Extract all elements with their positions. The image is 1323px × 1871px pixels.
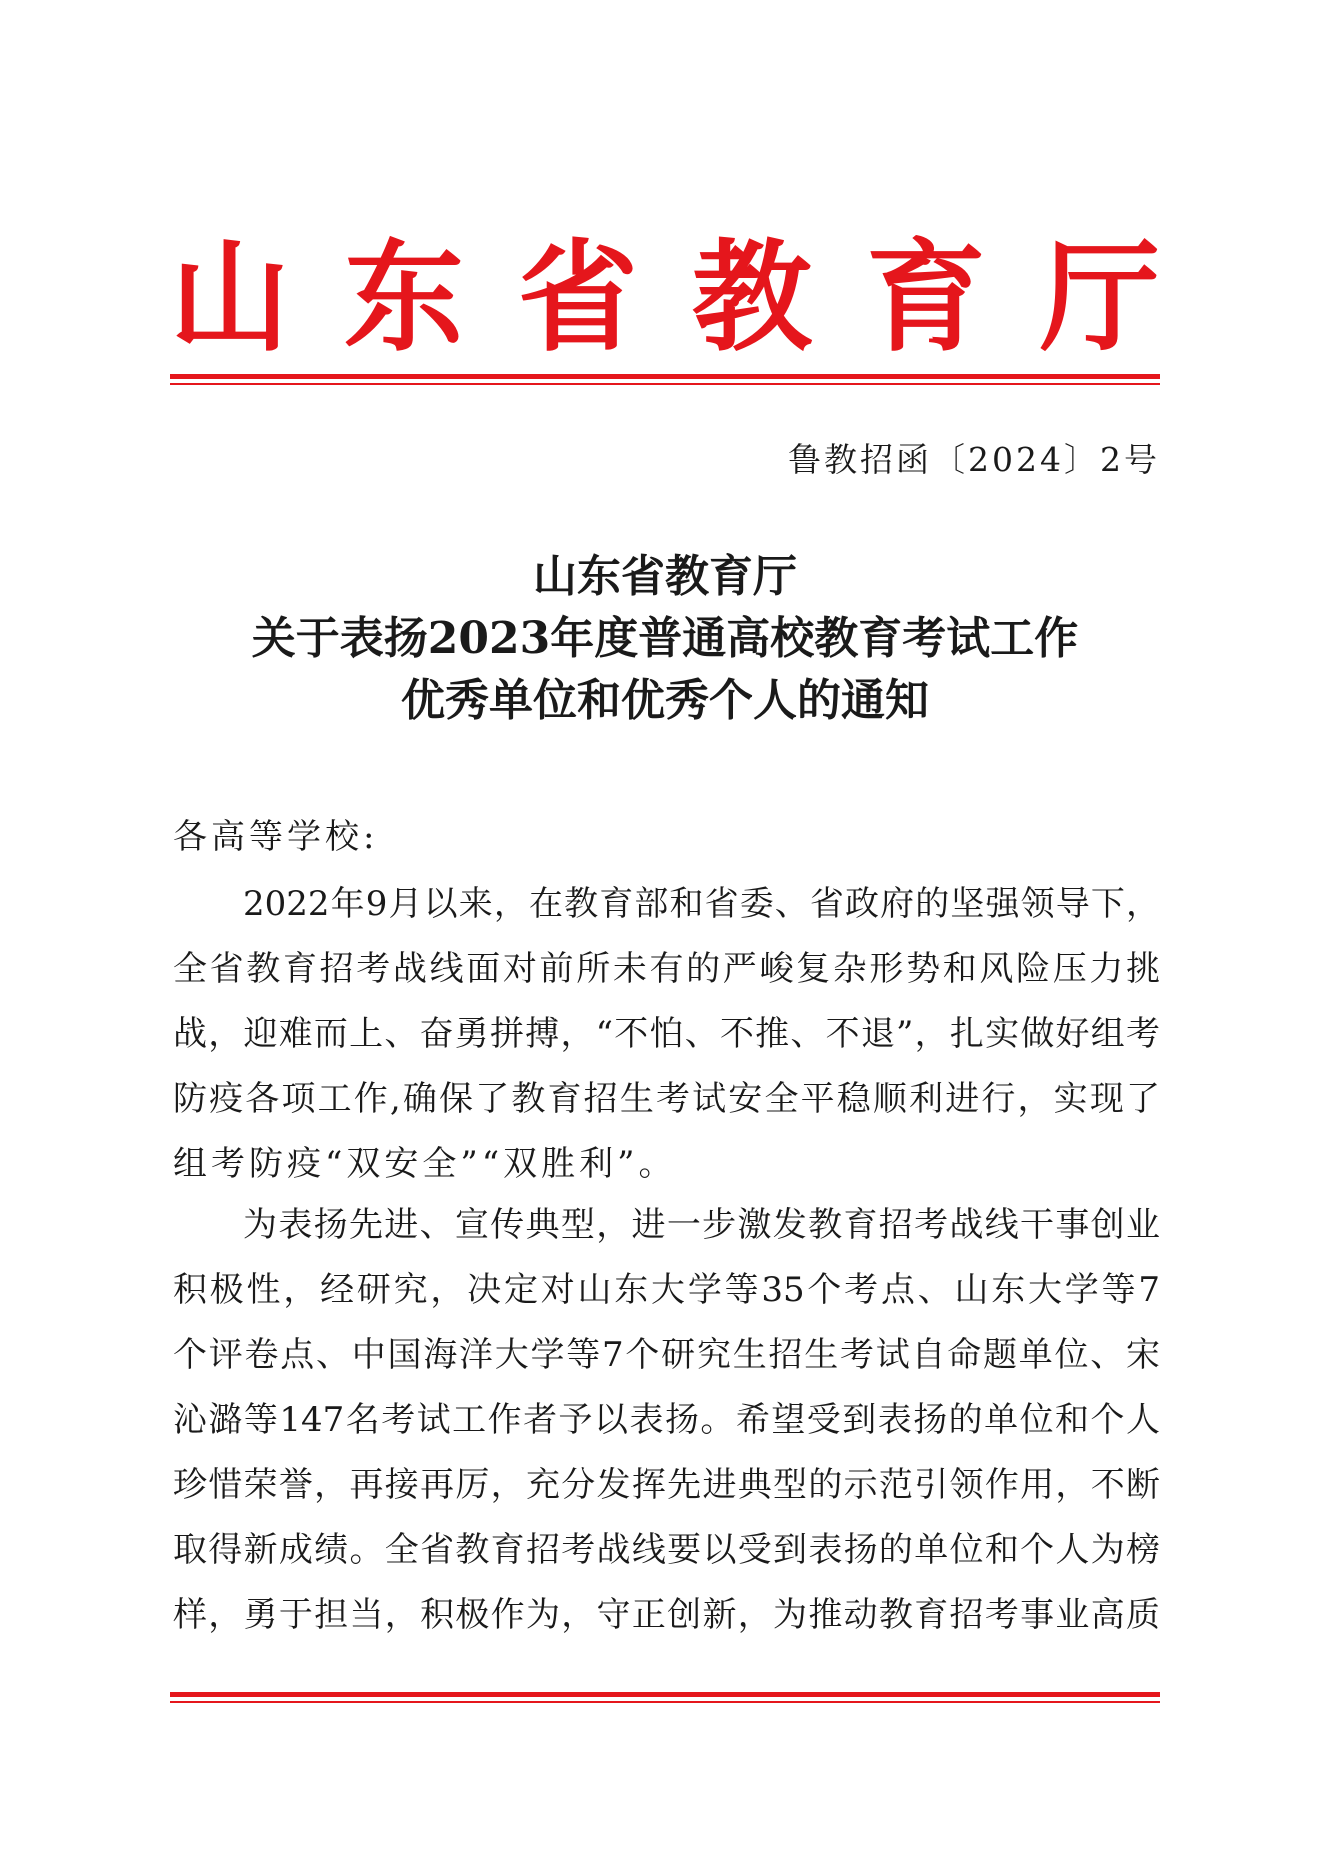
red-divider-thin-line	[170, 383, 1160, 385]
paragraph-line: 沁潞等147名考试工作者予以表扬。希望受到表扬的单位和个人	[173, 1400, 1160, 1440]
paragraph-1	[173, 872, 1160, 1197]
letterhead-char: 教	[692, 227, 812, 368]
paragraph-line: 积极性，经研究，决定对山东大学等35个考点、山东大学等7	[173, 1270, 1160, 1310]
letterhead-char: 山	[170, 227, 290, 368]
title-line: 关于表扬2023年度普通高校教育考试工作	[251, 613, 1079, 664]
paragraph-line: 防疫各项工作,确保了教育招生考试安全平稳顺利进行，实现了	[173, 1079, 1160, 1119]
salutation: 各高等学校:	[173, 817, 379, 857]
paragraph-line: 珍惜荣誉，再接再厉，充分发挥先进典型的示范引领作用，不断	[173, 1465, 1160, 1505]
paragraph-line: 为表扬先进、宣传典型，进一步激发教育招考战线干事创业	[243, 1205, 1160, 1245]
document-number: 鲁教招函〔2024〕2号	[788, 440, 1160, 479]
paragraph-2	[173, 1193, 1160, 1648]
paragraph-line: 取得新成绩。全省教育招考战线要以受到表扬的单位和个人为榜	[173, 1530, 1160, 1570]
paragraph-line: 战，迎难而上、奋勇拼搏，“不怕、不推、不退”，扎实做好组考	[173, 1014, 1160, 1054]
paragraph-line: 样，勇于担当，积极作为，守正创新，为推动教育招考事业高质	[173, 1595, 1160, 1635]
letterhead-char: 东	[344, 227, 464, 368]
red-divider-top	[170, 374, 1160, 385]
red-divider-thin-line	[170, 1701, 1160, 1703]
red-divider-bottom	[170, 1692, 1160, 1703]
letterhead-title	[170, 228, 1160, 368]
letterhead-char: 厅	[1040, 227, 1160, 368]
letterhead-char: 育	[866, 227, 986, 368]
paragraph-line: 组考防疫“双安全”“双胜利”。	[173, 1144, 677, 1184]
document-title	[170, 546, 1160, 732]
title-line: 优秀单位和优秀个人的通知	[401, 675, 929, 726]
title-line: 山东省教育厅	[533, 551, 797, 602]
paragraph-line: 2022年9月以来，在教育部和省委、省政府的坚强领导下，	[243, 884, 1160, 924]
paragraph-line: 个评卷点、中国海洋大学等7个研究生招生考试自命题单位、宋	[173, 1335, 1160, 1375]
letterhead-char: 省	[518, 227, 638, 368]
paragraph-line: 全省教育招考战线面对前所未有的严峻复杂形势和风险压力挑	[173, 949, 1160, 989]
